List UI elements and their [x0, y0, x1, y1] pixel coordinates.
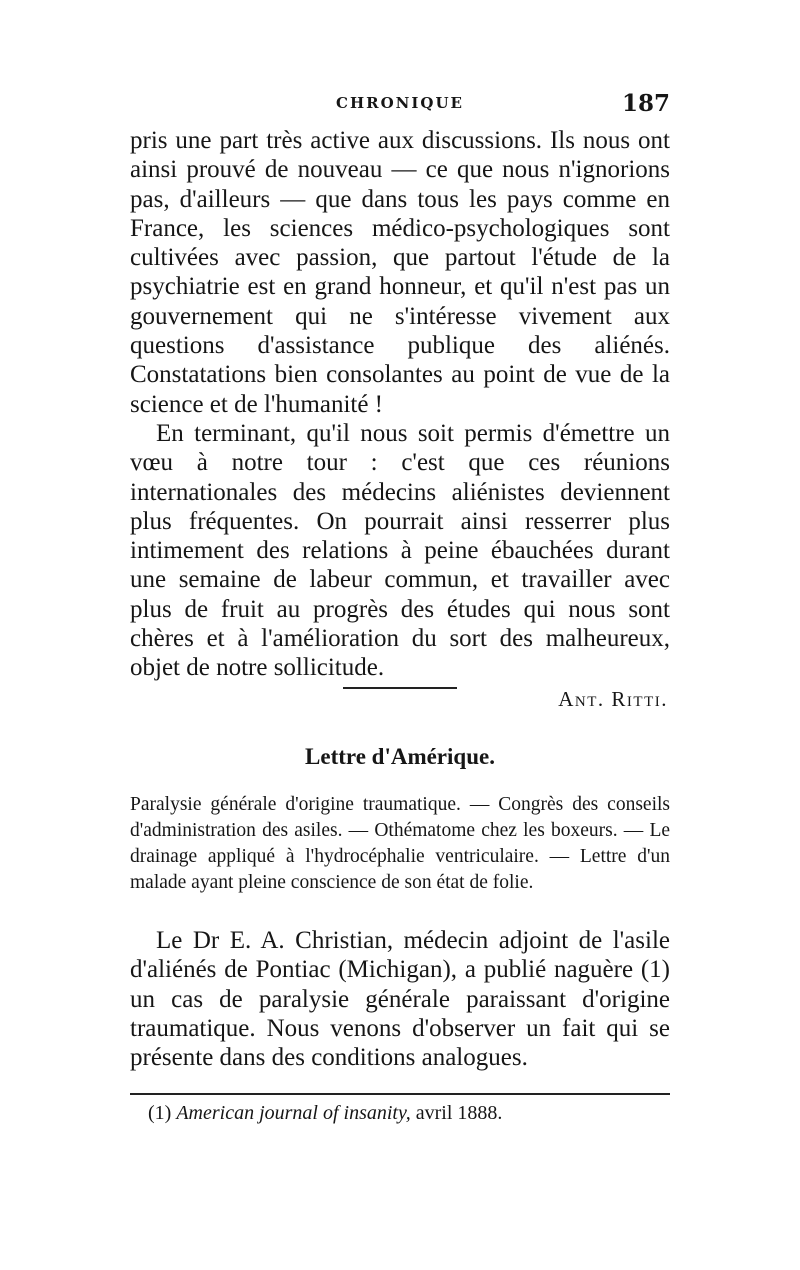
summary-separator: — — [538, 846, 580, 867]
summary-item: Paralysie générale d'origine traumatique. — [130, 794, 461, 815]
section-body — [130, 926, 670, 1072]
summary-item: Othématome chez les boxeurs. — [374, 820, 618, 841]
section-title: Lettre d'Amérique. — [305, 744, 495, 769]
section-divider — [343, 687, 457, 689]
footnote-rule — [130, 1093, 670, 1095]
running-head: CHRONIQUE — [336, 94, 464, 112]
summary-item: Congrès des conseils d'administration des asiles. — [130, 794, 670, 841]
summary-separator: — — [617, 820, 650, 841]
summary-separator: — — [460, 794, 499, 815]
footnote — [148, 1102, 502, 1125]
summary-separator: — — [342, 820, 375, 841]
footnote-journal: American journal of insanity, — [176, 1102, 411, 1124]
page-number: 187 — [621, 90, 670, 117]
footnote-date: avril 1888. — [415, 1102, 503, 1124]
author-signature: Ant. Ritti. — [558, 686, 668, 711]
page-header — [130, 90, 670, 124]
chronicle-conclusion — [130, 126, 670, 714]
section-summary — [130, 792, 670, 896]
summary-item: Le drainage appliqué à l'hydrocéphalie ventriculaire. — [130, 820, 671, 867]
paragraph-discussions: pris une part très active aux discussions. Ils nous ont ainsi prouvé de nouveau — ce que nous n'ignorions pas, d'ailleurs — que dans tous les pays comme en France, les sciences médico-psychologiques sont cultivées avec passion, que partout l'étude de la psychiatrie est en grand honneur, et qu'il n'est pas un gouvernement qui ne s'intéresse vivement aux questions d'assistance publique des aliénés. Constatations bien consolantes au point de vue de la science et de l'humanité ! — [130, 127, 670, 418]
summary-item: Lettre d'un malade ayant pleine conscience de son état de folie. — [130, 846, 670, 893]
paragraph-closing-wish: En terminant, qu'il nous soit permis d'émettre un vœu à notre tour : c'est que ces réunions internationales des médecins aliénistes deviennent plus fréquentes. On pourrait ainsi resserrer plus intimement des relations à peine ébauchées durant une semaine de labeur commun, et travailler avec plus de fruit au progrès des études qui nous sont chères et à l'amélioration du sort des malheureux, objet de notre sollicitude. — [130, 419, 670, 682]
footnote-marker: (1) — [148, 1102, 172, 1124]
paragraph-christian-case: Le Dr E. A. Christian, médecin adjoint de l'asile d'aliénés de Pontiac (Michigan), a publié naguère (1) un cas de paralysie générale paraissant d'origine traumatique. Nous venons d'observer un fait qui se présente dans des conditions analogues. — [130, 927, 670, 1072]
